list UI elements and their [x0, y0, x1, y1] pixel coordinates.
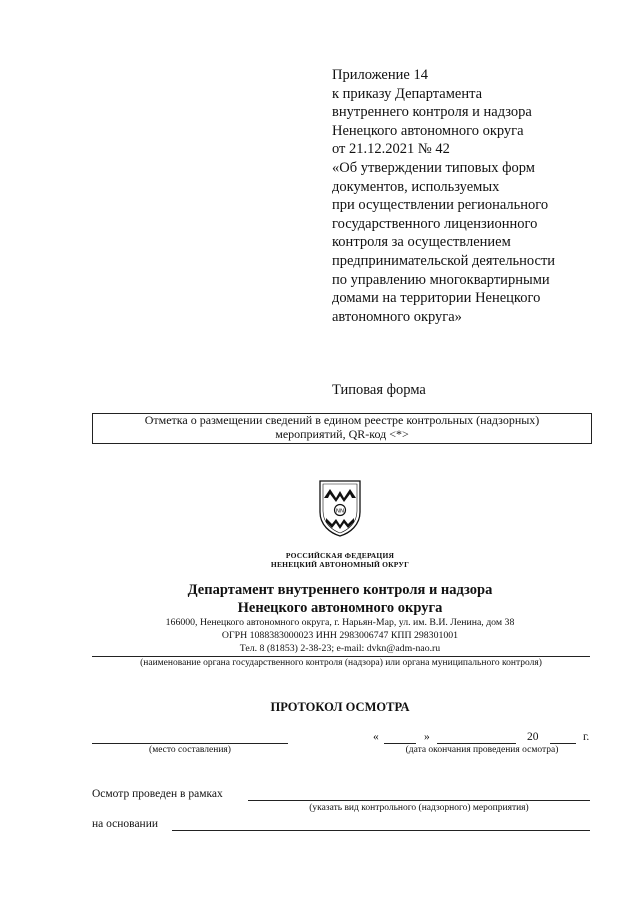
form-type-label: Типовая форма — [332, 382, 426, 398]
place-of-drafting-field[interactable] — [92, 743, 288, 744]
inspection-end-date-hint: (дата окончания проведения осмотра) — [405, 745, 559, 755]
basis-field[interactable] — [172, 830, 590, 831]
date-month-field[interactable] — [437, 743, 516, 744]
appendix-line: предпринимательской деятельности — [332, 252, 556, 269]
appendix-line: по управлению многоквартирными — [332, 271, 550, 288]
appendix-line: государственного лицензионного — [332, 215, 538, 232]
qr-box-line1: Отметка о размещении сведений в едином реестре контрольных (надзорных) — [144, 413, 540, 427]
date-close-quote: » — [424, 731, 430, 743]
appendix-line: автономного округа» — [332, 308, 462, 325]
coat-of-arms-icon — [316, 478, 364, 538]
inspection-type-hint: (указать вид контрольного (надзорного) мероприятия) — [309, 803, 529, 813]
org-name-hint: (наименование органа государственного контроля (надзора) или органа муниципального контроля) — [140, 658, 542, 668]
basis-label: на основании — [92, 818, 159, 830]
qr-code-box — [92, 413, 592, 444]
department-contacts: Тел. 8 (81853) 2-38-23; e-mail: dvkn@adm-nao.ru — [239, 643, 441, 654]
country-name: РОССИЙСКАЯ ФЕДЕРАЦИЯ — [285, 551, 395, 560]
appendix-line: «Об утверждении типовых форм — [332, 159, 535, 176]
department-registration-ids: ОГРН 1088383000023 ИНН 2983006747 КПП 298301001 — [221, 630, 459, 641]
appendix-note — [332, 66, 622, 326]
inspection-type-field[interactable] — [248, 800, 590, 801]
department-name-line1: Департамент внутреннего контроля и надзора — [187, 582, 493, 598]
org-name-rule — [92, 656, 590, 657]
appendix-line: Ненецкого автономного округа — [332, 122, 524, 139]
region-name: НЕНЕЦКИЙ АВТОНОМНЫЙ ОКРУГ — [270, 560, 410, 569]
inspection-framework-label: Осмотр проведен в рамках — [92, 788, 223, 800]
date-open-quote: « — [373, 731, 379, 743]
date-year-field[interactable] — [550, 743, 576, 744]
appendix-line: домами на территории Ненецкого — [332, 290, 541, 307]
department-address: 166000, Ненецкого автономного округа, г. Нарьян-Мар, ул. им. В.И. Ленина, дом 38 — [165, 617, 515, 628]
appendix-line: Приложение 14 — [332, 67, 428, 83]
protocol-title: ПРОТОКОЛ ОСМОТРА — [270, 700, 410, 714]
appendix-line: к приказу Департамента — [332, 85, 483, 102]
department-name-line2: Ненецкого автономного округа — [237, 600, 443, 616]
appendix-line: внутреннего контроля и надзора — [332, 104, 532, 121]
date-year-prefix: 20 — [527, 731, 539, 743]
qr-box-line2: мероприятий, QR-код <*> — [275, 426, 409, 441]
svg-text:NN: NN — [335, 508, 345, 515]
place-of-drafting-hint: (место составления) — [149, 745, 231, 755]
appendix-line: от 21.12.2021 № 42 — [332, 141, 450, 158]
appendix-line: контроля за осуществлением — [332, 234, 511, 251]
date-day-field[interactable] — [384, 743, 416, 744]
date-year-suffix: г. — [583, 731, 590, 743]
appendix-line: при осуществлении регионального — [332, 197, 549, 214]
appendix-line: документов, используемых — [332, 178, 500, 195]
